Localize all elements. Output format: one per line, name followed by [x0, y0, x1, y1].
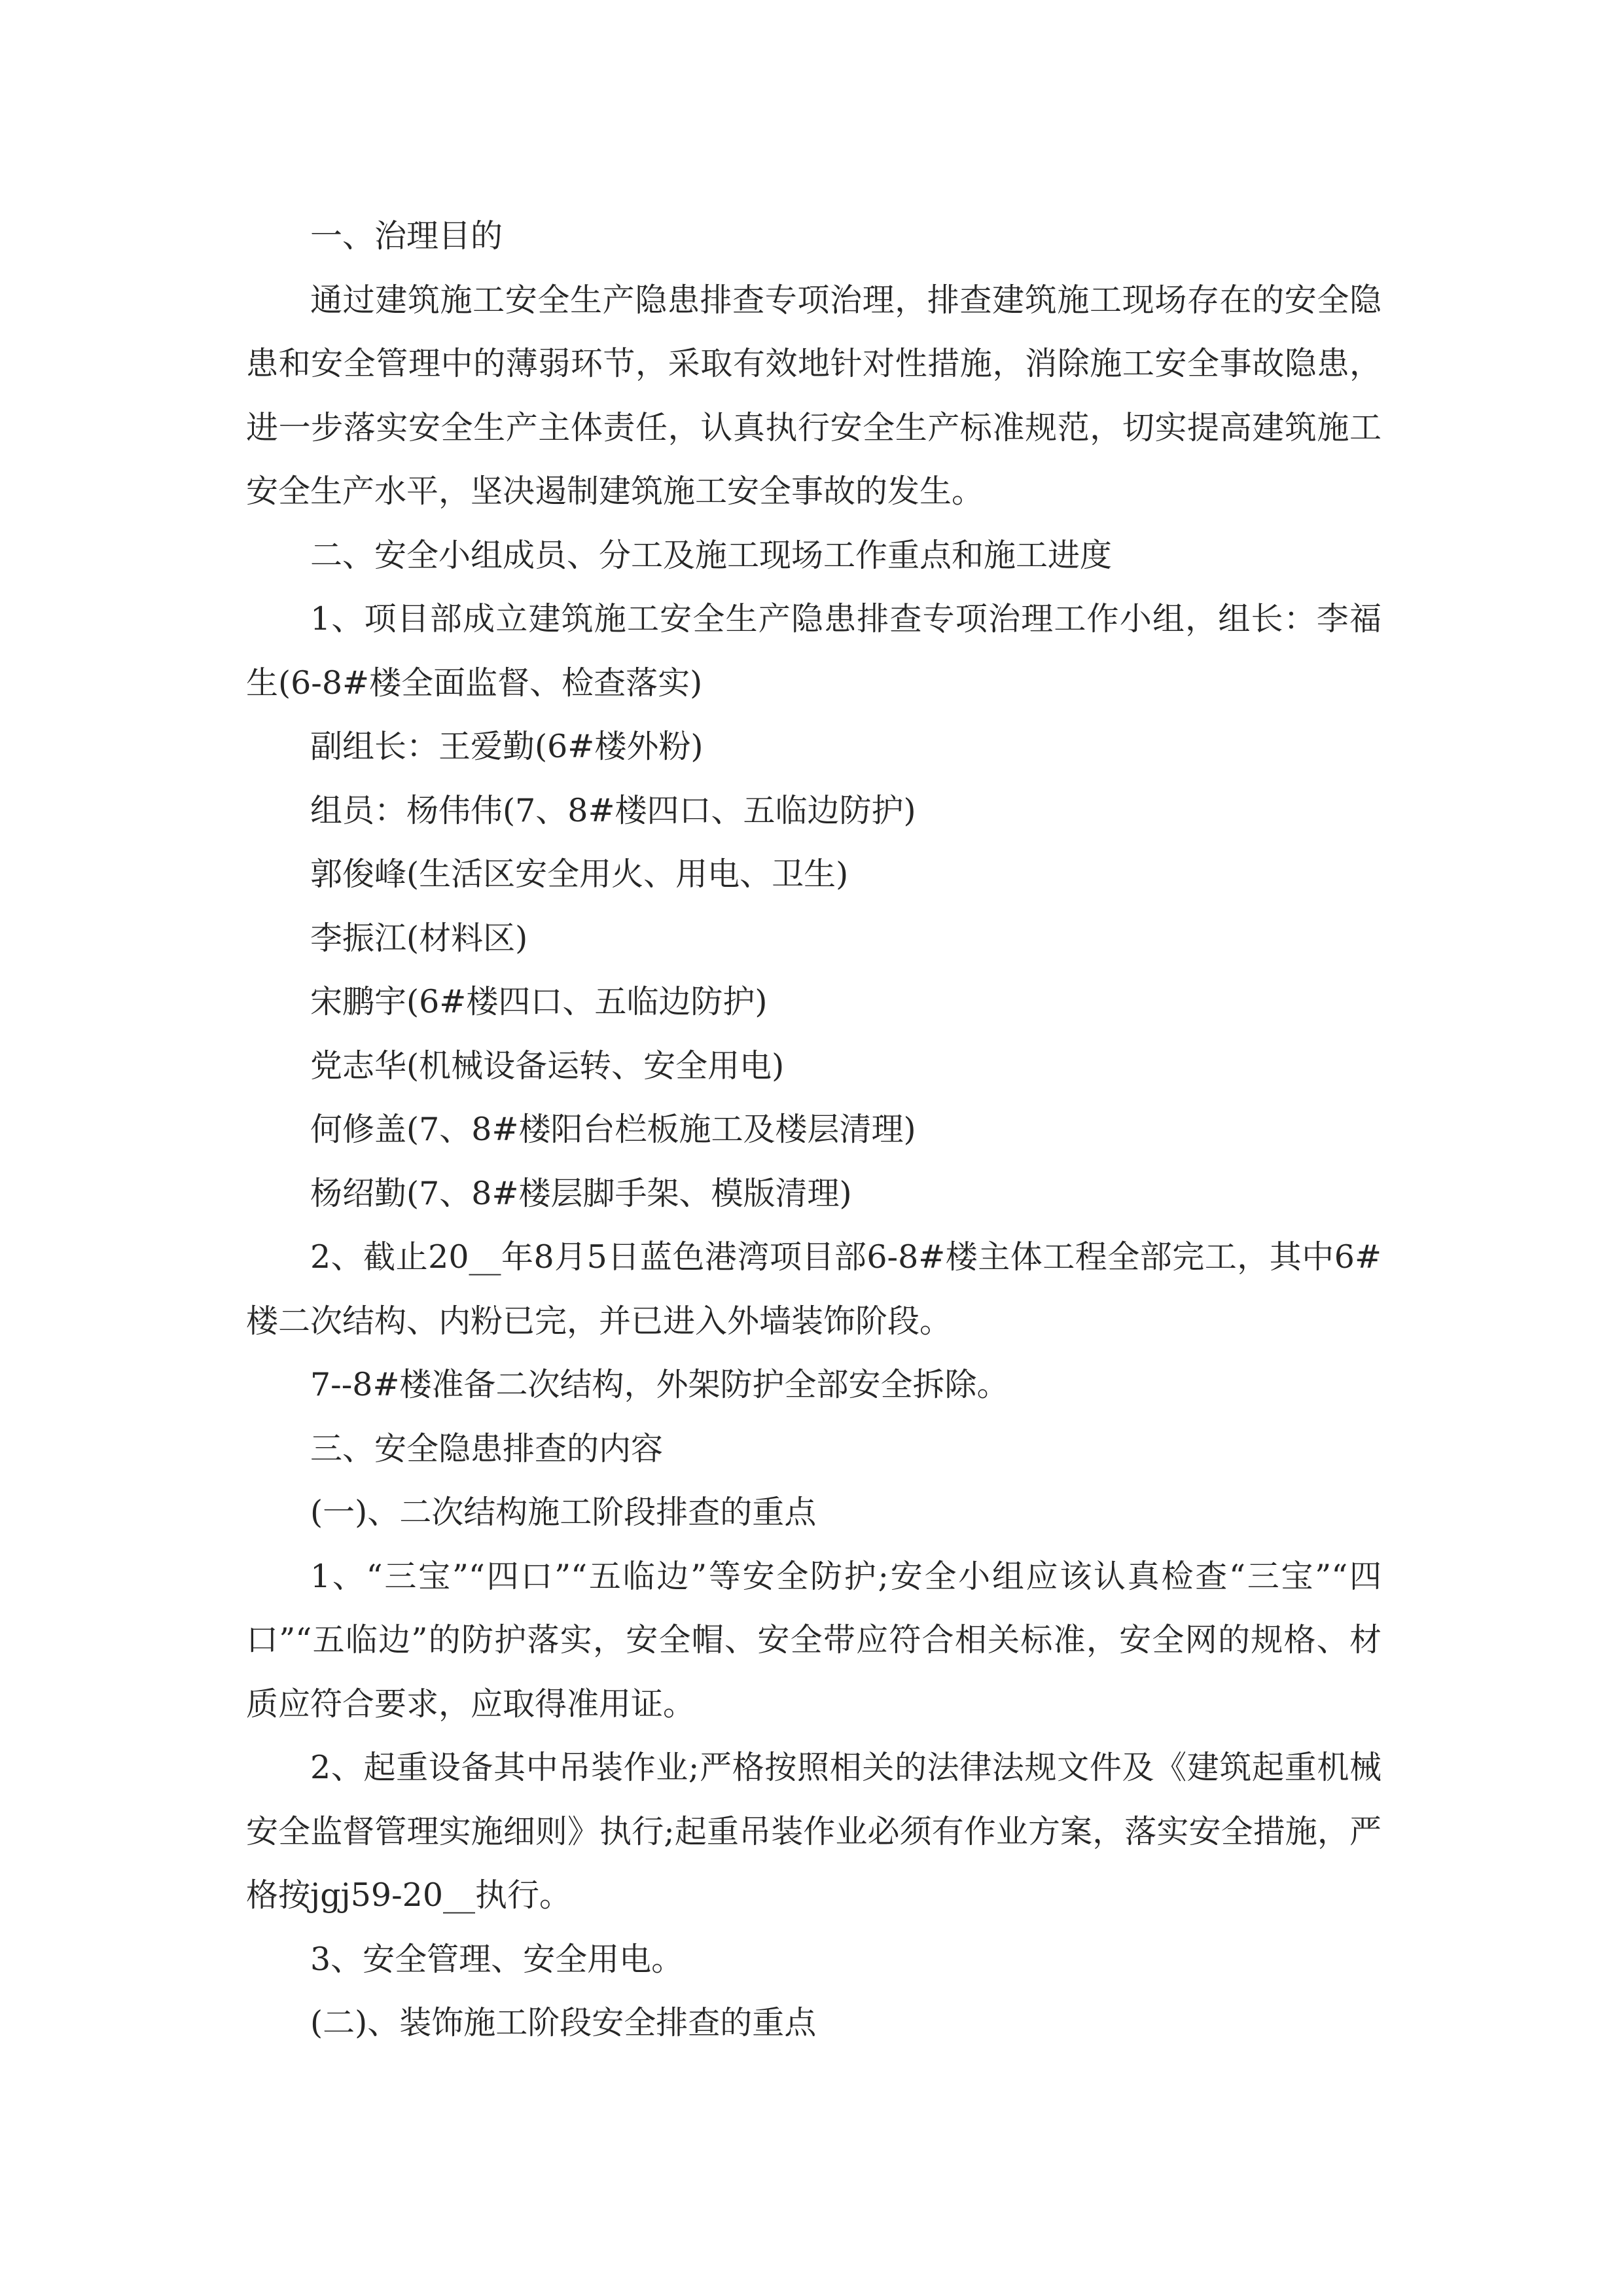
paragraph-member-dang-zhihua: 党志华(机械设备运转、安全用电) [310, 1047, 785, 1085]
paragraph-lifting-operations: 2、起重设备其中吊装作业;严格按照相关的法律法规文件及《建筑起重机械安全监督管理实施细则》执行;起重吊装作业必须有作业方案，落实安全措施，严格按jgj59-20__执行。 [246, 1749, 1382, 1914]
paragraph-purpose-body: 通过建筑施工安全生产隐患排查专项治理，排查建筑施工现场存在的安全隐患和安全管理中的薄弱环节，采取有效地针对性措施，消除施工安全事故隐患，进一步落实安全生产主体责任，认真执行安全生产标准规范，切实提高建筑施工安全生产水平，坚决遏制建筑施工安全事故的发生。 [246, 281, 1382, 510]
document-page [246, 204, 1382, 2055]
paragraph-member-yang-shaoqin: 杨绍勤(7、8#楼层脚手架、模版清理) [310, 1174, 852, 1212]
heading-safety-team: 二、安全小组成员、分工及施工现场工作重点和施工进度 [310, 536, 1113, 574]
subheading-decoration-stage: (二)、装饰施工阶段安全排查的重点 [310, 2004, 817, 2041]
heading-inspection-content: 三、安全隐患排查的内容 [310, 1429, 664, 1467]
paragraph-team-leader: 1、项目部成立建筑施工安全生产隐患排查专项治理工作小组，组长：李福生(6-8#楼全面监督、检查落实) [246, 600, 1382, 702]
subheading-secondary-structure: (一)、二次结构施工阶段排查的重点 [310, 1494, 817, 1531]
paragraph-member-yang-weiwei: 组员：杨伟伟(7、8#楼四口、五临边防护) [310, 791, 916, 829]
paragraph-progress-status: 2、截止20__年8月5日蓝色港湾项目部6-8#楼主体工程全部完工，其中6#楼二次结构、内粉已完，并已进入外墙装饰阶段。 [246, 1238, 1382, 1340]
paragraph-deputy-leader: 副组长：王爱勤(6#楼外粉) [310, 728, 704, 765]
paragraph-safety-management: 3、安全管理、安全用电。 [310, 1940, 684, 1978]
paragraph-member-he-xiugai: 何修盖(7、8#楼阳台栏板施工及楼层清理) [310, 1111, 916, 1148]
paragraph-member-song-pengyu: 宋鹏宇(6#楼四口、五临边防护) [310, 983, 768, 1020]
paragraph-member-li-zhenjiang: 李振江(材料区) [310, 919, 528, 957]
heading-governance-purpose: 一、治理目的 [310, 217, 503, 255]
paragraph-member-guo-junfeng: 郭俊峰(生活区安全用火、用电、卫生) [310, 855, 849, 893]
paragraph-safety-protection: 1、“三宝”“四口”“五临边”等安全防护;安全小组应该认真检查“三宝”“四口”“五临边”的防护落实，安全帽、安全带应符合相关标准，安全网的规格、材质应符合要求，应取得准用证。 [246, 1557, 1382, 1723]
paragraph-buildings-7-8: 7--8#楼准备二次结构，外架防护全部安全拆除。 [310, 1366, 1009, 1403]
